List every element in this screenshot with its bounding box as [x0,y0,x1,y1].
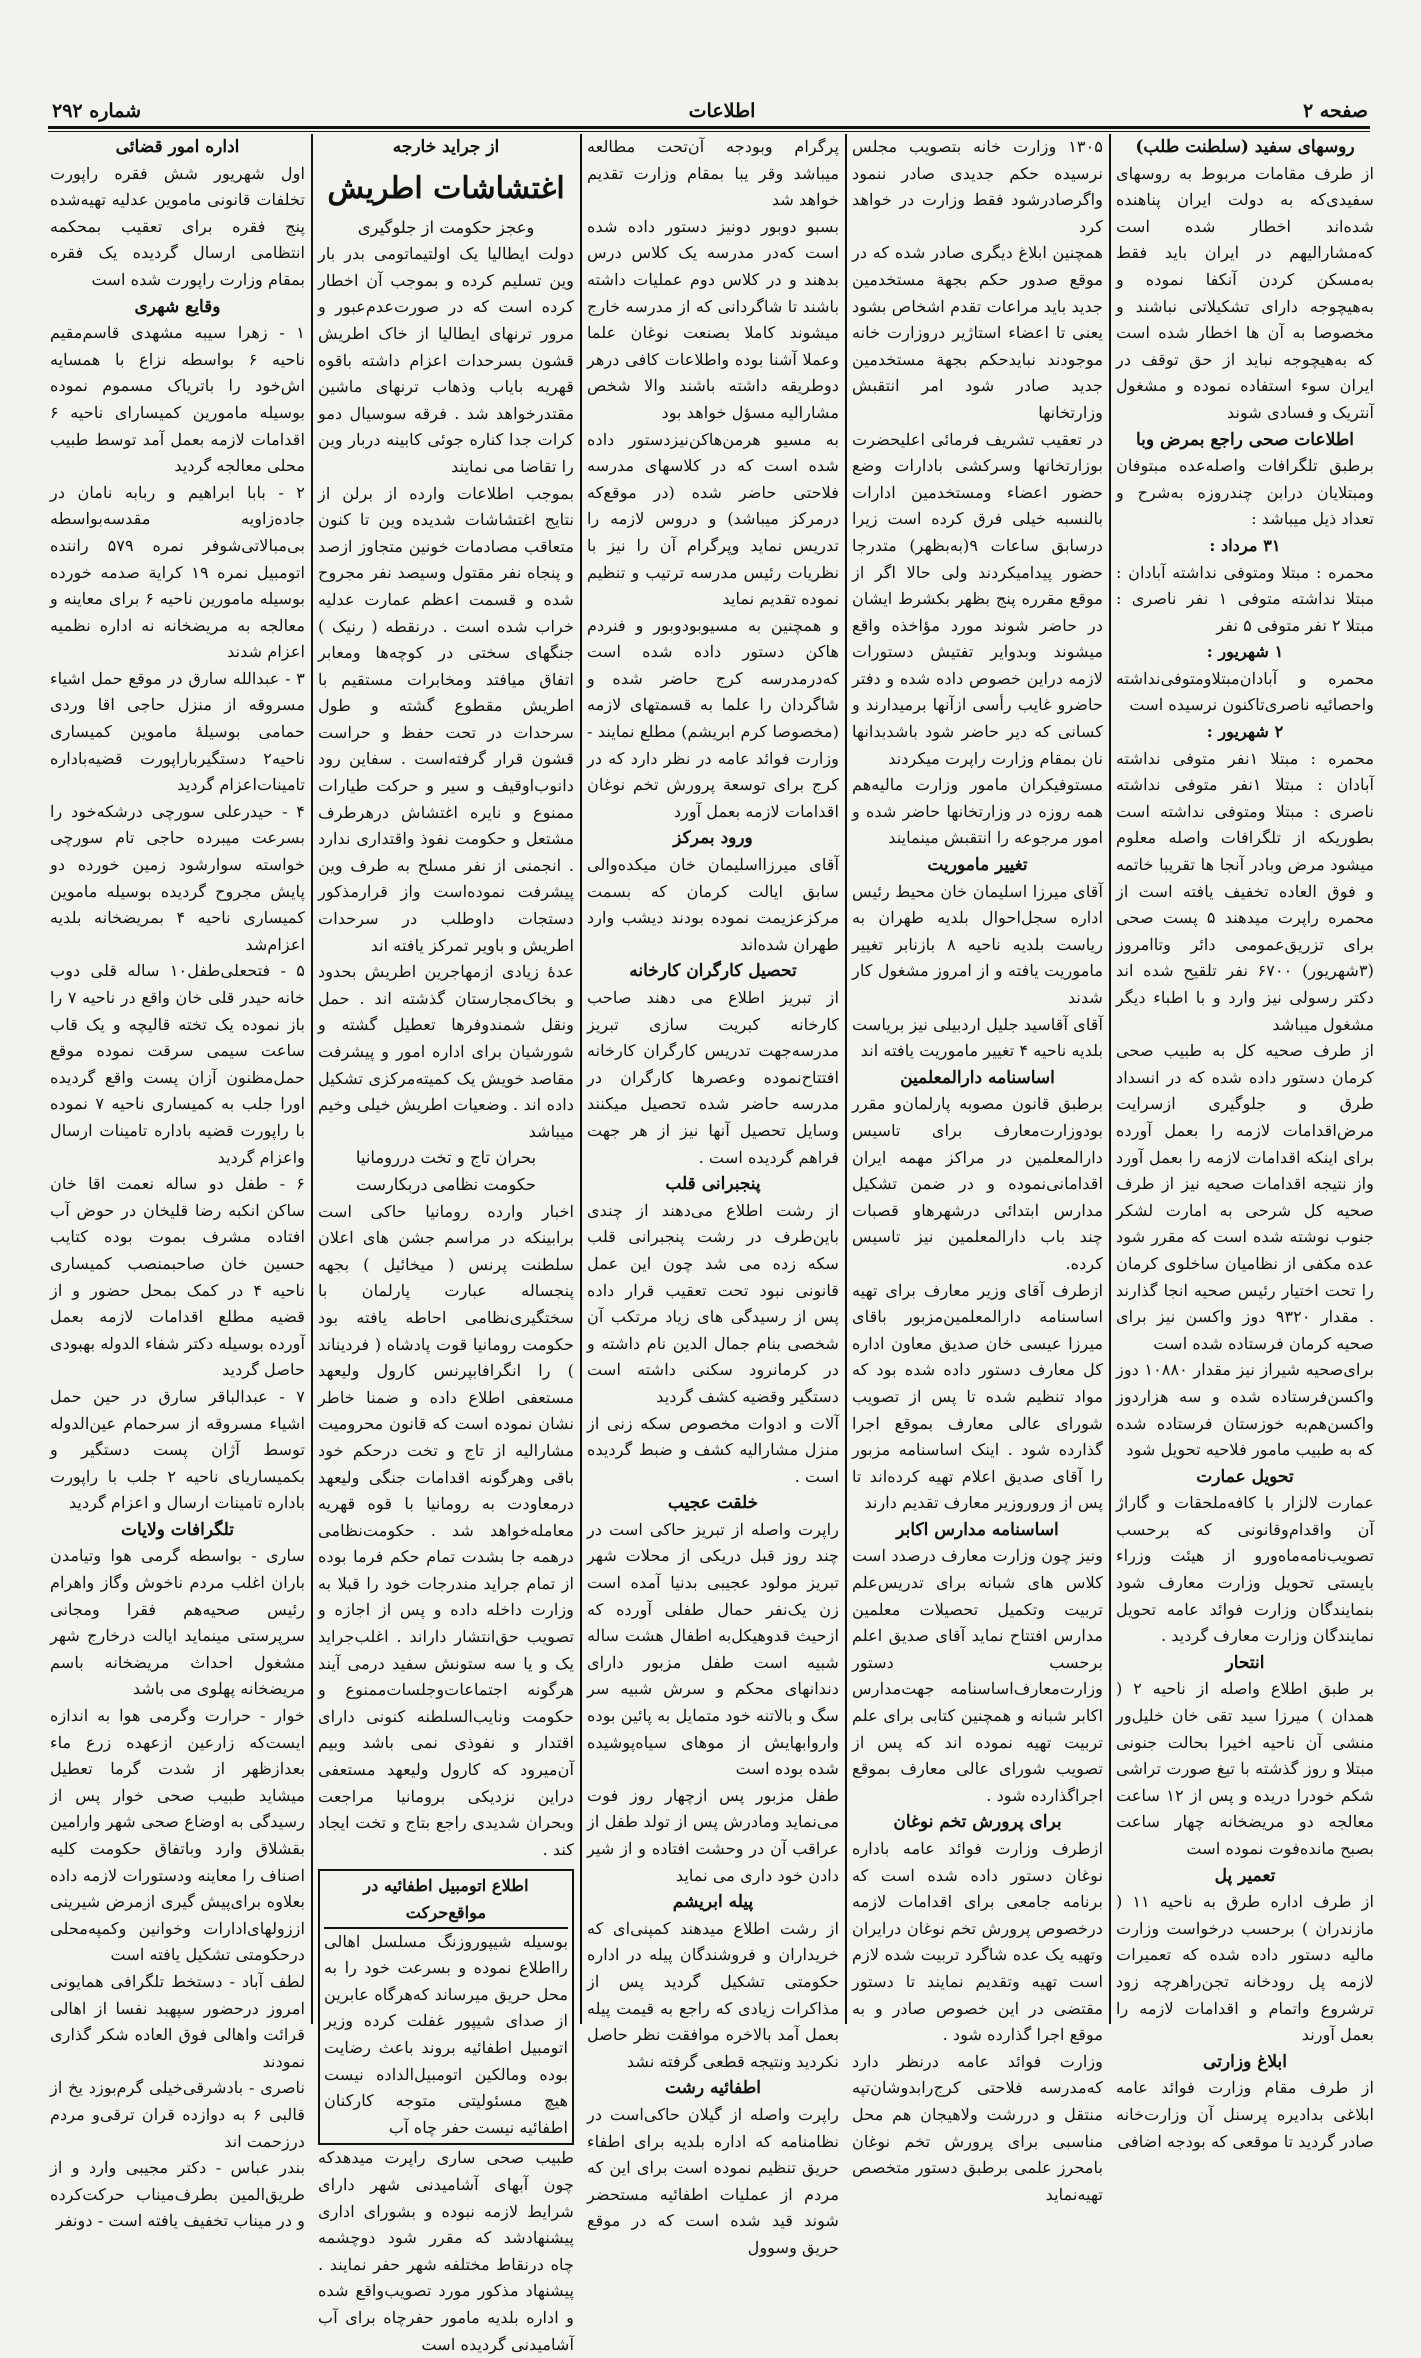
article-paragraph: و همچنین به مسیوبودوبور و فنردم هاکن دستور داده شده است که‌درمدرسه کرج حاضر شده و شاگردان را علما به قسمتهای لازمه (مخصوصا کرم ابریشم) مطلع نمایند - وزارت فوائد عامه در نظر دارد که در کرج برای توسعة پرورش تخم نوغان اقدامات لازمه بعمل آورد [587,615,839,821]
article-paragraph: راپرت واصله از گیلان حاکی‌است در نظامنامه که اداره بلدیه برای اطفاء حریق تنظیم نموده است برای این که مردم از عملیات اطفائیه مستحضر شوند قید شده است که در موقع حریق وسوول [587,2104,839,2257]
article-paragraph: بسبو دوبور دونیز دستور داده شده است که‌در مدرسه یک کلاس درس بدهند و در کلاس دوم عملیات داشته باشند تا شاگردانی که از مدرسه خارج میشوند کاملا بصنعت نوغان علما وعملا آشنا بوده واطلاعات کافی درهر دوطریقه داشته باشند والا شخص مشارالیه مسؤل خواهد بود [587,216,839,422]
article-paragraph: ۷ - عبدالباقر سارق در حین حمل اشیاء مسروقه از سرحمام عین‌الدوله توسط آژان پست دستگیر و بکمیساریای ناحیه ۲ جلب با راپورت باداره تامینات ارسال و اعزام گردید [50,1386,305,1513]
article-paragraph: عمارت لالزار با کافه‌ملحقات و گاراژ آن واقدام‌وقانونی که برحسب تصویب‌نامه‌ماه‌ورو از هیئت وزراء بایستی تحویل وزارت معارف شود بنمایندگان وزارت فوائد عامه تحویل نمایندگان وزارت معارف گردید . [1116,1493,1374,1646]
article-paragraph: آقای میرزااسلیمان خان میکده‌والی سابق ایالت کرمان که بسمت مرکزعزیمت نموده بودند دیشب وارد طهران شده‌اند [587,855,839,954]
article-paragraph: خوار - حرارت وگرمی هوا به اندازه ایست‌که زارعین ازعهده زرع ماء بعدازظهر از شدت گرما تعطیل میشاید طبیب صحی خوار پس از رسیدگی به اوضاع صحی شهر وارامین بقشلاق وارد وباتفاق حکومت کلیه اصناف را معاینه ودستورات لازمه داده بعلاوه برای‌پیش گیری ازمرض شیرینی اززولهای‌ادارات وخوانین وکمپه‌محلی درحکومتی تشکیل یافته است [50,1706,305,1965]
article-paragraph: محمره : مبتلا ۱نفر متوفی نداشته آبادان : مبتلا ۱نفر متوفی نداشته ناصری : مبتلا ومتوفی نداشته است بطوریکه از تلگرافات واصله معلوم میشود مرض وبادر آنجا ها تقریبا خاتمه و فوق العاده تخفیف یافته است از محمره راپرت میدهند ۵ پست صحی برای تزریق‌عمومی دائر وتاامروز (۳شهریور) ۶۷۰۰ نفر تلقیح شده اند دکتر رسولی نیز وارد و با اطباء دیگر مشغول میباشد [1116,748,1374,1034]
article-paragraph: راپرت واصله از تبریز حاکی است در چند روز قبل دریکی از محلات شهر تبریز مولود عجیبی بدنیا آمده است زن یک‌نفر حمال طفلی آورده که ازحیث قدوهیکل‌به اطفال هشت ساله شبیه است طفل مزبور دارای دندانهای محکم و سرش شبیه سر سگ و بالاتنه خود متمایل به پائین بوده واروابهایش از موهای سیاه‌پوشیده شده بوده است [587,1519,839,1779]
article-headline: تعمیر پل [1214,1865,1276,1886]
article-paragraph: وزارت فوائد عامه درنظر دارد که‌مدرسه فلاحتی کرج‌رابدوشان‌تپه منتقل و در‌رشت ولاهیجان هم محل مناسبی برای پرورش تخم نوغان بامحرز علمی برطبق دستور متخصص تهیه‌نماید [852,2051,1103,2204]
article-paragraph: آقای آقاسید جلیل اردبیلی نیز بریاست بلدیه ناحیه ۴ تغییر ماموریت یافته اند [852,1014,1103,1061]
article-paragraph: از رشت اطلاع میدهند کمپنی‌ای که خریداران و فروشندگان پیله در اداره حکومتی تشکیل گردید پس از مذاکرات زیادی که راجع به قیمت پیله بعمل آمد بالاخره موافقت نظر حاصل نکردید ونتیجه قطعی گرفته نشد [587,1918,839,2071]
article-paragraph: طفل مزبور پس ازچهار روز فوت می‌نماید ومادرش پس از تولد طفل از عراقب آن در وحشت افتاده و از شیر دادن خود داری می نماید [587,1785,839,1885]
page-number: صفحه ۲ [1302,100,1368,122]
article-headline: تلگرافات ولایات [121,1519,234,1540]
article-headline: اطلاعات صحی راجع بمرض وبا [1135,429,1355,450]
article-paragraph: لطف آباد - دستخط تلگرافی همایونی امروز درحضور سپهبد نفسا از اهالی قرائت واهالی فوق العاده شکر گذاری نمودند [50,1971,305,2071]
subheadline: حکومت نظامی دربکارست [356,1174,536,1194]
column-1 [1116,134,1374,2151]
article-paragraph: به مسیو هرمن‌هاکن‌نیزدستور داده شده است که در کلاسهای مدرسه فلاحتی حاضر شده (در موقع‌که درمرکز میباشد) و دروس لازمه را تدریس نماید وپرگرام آن را نیز با نظریات رئیس مدرسه ترتیب و تنظیم نموده تقدیم نماید [587,429,839,609]
article-headline: تغییر ماموریت [927,855,1028,876]
article-paragraph: برطبق تلگرافات واصله‌عده مبتوفان ومبتلایان درابن چندروزه به‌شرح و تعداد ذیل میباشد : [1116,456,1374,529]
article-headline: اطفائیه رشت [664,2078,762,2099]
article-paragraph: طبیب صحی ساری راپرت میدهدکه چون آبهای آشامیدنی شهر دارای شرایط لازمه نبوده و بشورای اداری پیشنهادشد که مقرر شود دوچشمه چاه درنقاط مختلفه شهر حفر نمایند . پیشنهاد مذکور مورد تصویب‌واقع‌ شده‌ و اداره بلدیه مامور حفرچاه برای آب آشامیدنی گردیده است [318,2148,574,2354]
column-2 [852,134,1104,2204]
article-paragraph: عدهٔ زیادی ازمهاجرین اطریش بحدود و بخاک‌مجارستان گذشته اند . حمل ونقل شمندوفرها تعطیل گشته و شورشیان برای اداره امور و پیشرفت مقاصد خویش یک کمیته‌مرکزی تشکیل داده اند . وضعیات اطریش خیلی وخیم میباشد [318,962,574,1141]
page-header [52,98,1368,124]
article-paragraph: ۲ - بابا ابراهیم و ربابه نامان در جاده‌زاویه مقدسه‌بواسطه بی‌مبالاتی‌شوفر نمره ۵۷۹ راننده اتومبیل نمره ۱۹ کرایة صدمه خورده بوسیله مامورین ناحیه ۶ برای معاینه و معالجه به مریضخانه نه اداره نظمیه اعزام شدند [50,482,305,662]
article-headline: خلقت عجیب [667,1493,759,1514]
article-paragraph: ازطرف وزارت فوائد عامه باداره نوغان دستور داده شده است که برنامه جامعی برای اقدامات لازمه درخصوص پرورش تخم نوغان درایران وتهیه یک عده شاگرد تربیت شده لازم است تهیه وتقدیم نمایند تا دستور مقتضی در این خصوص صادر و به موقع اجرا گذارده شود . [852,1839,1103,2045]
boxed-notice-title: اطلاع اتومبیل اطفائیه در مواقع‌حرکت [324,1873,568,1928]
article-paragraph: ناصری - بادشرقی‌خیلی گرم‌بوزد یخ از قالبی ۶ به دوازده قران ترقی‌و مردم درزحمت اند [50,2078,305,2151]
newspaper-name: اطلاعات [688,100,756,122]
article-headline: ورود بمرکز [673,828,753,849]
article-headline: تحصیل کارگران کارخانه [629,961,797,982]
article-paragraph: آلات و ادوات مخصوص سکه زنی از منزل مشارالیه کشف و ضبط گردیده است . [587,1413,839,1486]
article-paragraph: از رشت اطلاع می‌دهند از چندی باین‌طرف در رشت پنجبرانی قلب سکه زده می شد چون این عمل قانونی نبود تحت تعقیب قرار داده پس از رسیدگی های زیاد مرتکب آن شخصی بنام جمال الدین نام داشته و در کرمانرود سکنی داشته است دستگیر وقضیه کشف گردید [587,1200,839,1406]
article-headline: تحویل عمارت [1196,1466,1294,1487]
date-line: ۱ شهریور : [1206,642,1284,662]
article-paragraph: ونیز چون وزارت معارف درصدد است کلاس های شبانه برای تدریس‌علم تربیت وتکمیل تحصیلات معلمین مدارس افتتاح نماید آقای صدیق اعلم برحسب دستور وزارت‌معارف‌اساسنامه جهت‌مدارس اکابر شبانه و همچنین کتابی برای علم تربیت تهیه نموده اند که پس از تصویب شورای عالی معارف بموقع اجراگذارده شود . [852,1546,1103,1805]
article-headline: وقایع شهری [134,296,221,317]
article-headline: پیله ابریشم [672,1892,754,1913]
article-headline: اساسنامه دارالمعلمین [900,1067,1055,1088]
header-rule [48,126,1370,129]
article-paragraph: از طرف مقام وزارت فوائد عامه ابلاغی بدادیره پرسنل آن وزارت‌خانه صادر گردید تا موقعی که بودجه اضافی [1116,2078,1374,2151]
article-paragraph: ۱ - زهرا سیبه مشهدی قاسم‌مقیم ناحیه ۶ بواسطه نزاع با همسایه اش‌خود را باتریاک مسموم نموده بوسیله مامورین کمیسارای ناحیه ۶ اقدامات لازمه بعمل آمد توسط طبیب محلی معالجه گردید [50,323,305,476]
article-paragraph: بر طبق اطلاع واصله از ناحیه ۲ ( همدان ) میرزا سید تقی خان خلیل‌ور منشی آن ناحیه اخیرا بحالت جنونی مبتلا و روز گذشته با تیغ صورت تراشی شکم خودرا دریده و پس از ۱۲ ساعت معالجه دو مریضخانه چهار ساعت بصبح مانده‌فوت نموده است [1116,1679,1374,1858]
subheadline: بحران تاج و تخت دررومانیا [355,1148,537,1168]
article-paragraph: آقای میرزا اسلیمان خان محیط رئیس اداره سجل‌احوال بلدیه طهران به ریاست بلدیه ناحیه ۸ بازنابر تغییر ماموریت یافته و از امروز مشغول کار شدند [852,881,1104,1007]
boxed-notice [318,1869,574,2145]
article-paragraph: بندر عباس - دکتر مجیبی وارد و از طریق‌المین بطرف‌میناب حرکت‌کرده و در میناب تخفیف یافته است - دونفر [50,2158,305,2231]
boxed-notice-text: بوسیله شیپوروزنگ مسلسل اهالی رااطلاع نموده و بسرعت خود را به محل حریق میرساند که‌هرگاه عابرین از صدای شیپور غفلت کرده وزیر اتومبیل اطفائیه بروند باعث رضایت بوده ومالکین اتومبیل‌الداده نیست هیچ مسئولیتی متوجه کارکنان اطفائیه نیست حفر چاه آب [324,1931,568,2137]
article-paragraph: از طرف اداره طرق به ناحیه ۱۱ ( مازندران ) برحسب درخواست وزارت مالیه دستور داده شده که تعمیرات لازمه پل رودخانه تجن‌راهرچه زود ترشروع واتمام و اقدامات لازمه را بعمل آورند [1116,1892,1374,2045]
article-headline: اساسنامه مدارس اکابر [896,1519,1059,1540]
article-headline: پنجبرانی قلب [665,1174,761,1195]
article-paragraph: برطبق قانون مصوبه پارلمان‌و مقرر بودوزارت‌معارف برای تاسیس دارالمعلمین در مراکز مهمه ایران اقدامانی‌نموده و در ضمن تشکیل مدارس ابتدائی درشهرهاو قصبات چند باب دارالمعلمین نیز تاسیس کرده. [852,1094,1103,1273]
article-paragraph: مستوفیکران مامور وزارت مالیه‌هم همه روزه در وزارتخانها حاضر شده و امور مرجوعه را انتقبش مینمایند [852,775,1103,848]
issue-number: شماره ۲۹۲ [52,100,142,122]
article-paragraph: اول شهریور شش فقره راپورت تخلفات قانونی ماموین عدلیه تهیه‌شده پنج فقره برای تعقیب بمحکمه انتظامی ارسال گردیده یک فقره بمقام وزارت راپورت شده است [50,163,305,289]
article-paragraph: ۵ - فتحعلی‌طفل۱۰ ساله قلی دوب خانه حیدر قلی خان واقع در ناحیه ۷ را باز نموده یک تخته قالیچه و یک قاب ساعت سیمی سرقت نموده موقع حمل‌مظنون آزان پست واقع گردیده اورا جلب به کمیساری ناحیه ۷ نموده با راپورت قضیه باداره تامینات ارسال واعزام گردید [50,961,306,1167]
article-paragraph: دولت ایطالیا یک اولتیماتومی بدر بار وین تسلیم کرده و بموجب آن اخطار کرده است که در صورت‌عدم‌عبور و مرور ترنهای ایطالیا از خاک اطریش قشون بسرحدات اعزام داشته باقوه قهریه بایاب وذهاب ترنهای ماشین مقتدرخواهد شد . فرقه سوسیال دمو کرات جدا کناره جوئی کابینه دربار وین را تقاضا می نمایند [318,244,574,476]
article-paragraph: ساری - بواسطه گرمی هوا وتیامدن باران اغلب مردم ناخوش وگاز واهرام رئیس صحیه‌هم فقرا ومجانی سرپرستی مینماید ایالت درخارج شهر مشغول احداث مریضخانه باسم مریضخانه پهلوی می باشد [50,1546,305,1699]
article-paragraph: اخبار وارده رومانیا حاکی است برابینکه در مراسم جشن های اعلان سلطنت پرنس ( میخائیل ) بجهه پنجساله عبارت پارلمان با سختگیری‌نظامی احاطه یافته بود حکومت رومانیا قوت پادشاه ( فردیناند ) را انگرافا‌بپرنس کارول ولیعهد مستعفی اطلاع داده و ضمنا خاطر نشان نموده است که قانون محرومیت مشارالیه از تاج و تخت درحکم خود باقی وهرگونه اقدامات جنگی ولیعهد درمعاودت به رومانیا با قوه قهریه معامله‌خواهد شد . حکومت‌نظامی درهمه جا بشدت تمام حکم فرما بوده از تمام جراید مندرجات خود را قبلا به وزارت داخله داده و پس از اجازه و تصویب حق‌انتشار داراند . اغلب‌جراید یک و یا سه ستونش سفید درمی آیند هرگونه اجتماعات‌وجلسات‌ممنوع و حکومت ونایب‌السلطنه کنونی دارای اقتدار و نفوذی نمی باشد وبیم آن‌میرود که کارول ولیعهد مستعفی دراین نزدیکی برومانیا مراجعت وبحران شدیدی راجع بتاج و تخت ایجاد کند . [318,1201,574,1859]
article-paragraph: ازطرف آقای وزیر معارف برای تهیه اساسنامه دارالمعلمین‌مزبور باقای میرزا عیسی خان صدیق معاون اداره کل معارف دستور داده شده بود که مواد تنظیم شده تا پس از تصویب شورای عالی معارف بموقع اجرا گذارده شود . اینک اساسنامه مزبور را آقای صدیق اعلام تهیه کرده‌اند تا پس از وروروزیر معارف تقدیم دارند [852,1280,1103,1513]
date-line: ۳۱ مرداد : [1209,535,1281,555]
column-3 [587,134,839,2257]
article-paragraph: ۱۳۰۵ وزارت خانه بتصویب مجلس نرسیده حکم جدیدی صادر ننمود واگرصادرشود فقط وزارت در خواهد کرد [852,137,1103,236]
article-headline: برای پرورش تخم نوغان [893,1812,1062,1833]
article-headline: اداره امور قضائی [115,137,240,157]
article-paragraph: از طرف صحیه کل به طبیب صحی کرمان دستور داده شده که در انسداد طرق و جلوگیری ازسرایت مرض‌اقدامات لازمه را بعمل آورده برای اینکه اقدامات لازمه را بعمل آورد واز نتیجه اقدامات صحیه نیز از طرف صحیه کل شرحی به امارت لشکر جنوب نوشته شده است که مقرر شود عده مکفی از نظامیان ساخلوی کرمان را تحت اختیار رئیس صحیه انجا گذارند . مقدار ۹۳۲۰ دوز واکسن نیز برای صحیه کرمان فرستاده شده است [1116,1041,1374,1353]
article-paragraph: از طرف مقامات مربوط به روسهای سفیدی‌که به دولت ایران پناهنده شده‌اند اخطار شده است که‌مشارالیهم در ایران باید فقط به‌مسکن کردن آنکفا نموده و به‌هیچوجه دارای تشکیلاتی نباشند و مخصوصا به آن ها اخطار شده است که به‌هیچوجه نباید از حق توقف در ایران سوء استفاده نموده و مشغول آنتریک و فسادی شوند [1116,163,1374,422]
column-5 [50,134,306,2231]
subheadline: وعجز حکومت از جلوگیری [357,217,535,237]
article-paragraph: ۳ - عبدالله سارق در موقع حمل اشیاء مسروقه از منزل حاجی اقا وردی حمامی بوسیلهٔ ماموین کمیساری ناحیه۲ دستگیرباراپورت قضیه‌باداره تامینات‌اعزام گردید [50,668,305,795]
article-paragraph: ۴ - حیدرعلی سورچی درشکه‌خود را بسرعت میبرده حاجی تام سورچی خواسته سوارشود زمین خورده دو پایش مجروح گردیده بوسیله ماموین کمیساری ناحیه ۴ بمریضخانه بلدیه اعزام‌شد [50,801,305,954]
article-paragraph: پرگرام وبودجه آن‌تحت مطالعه میباشد وقر یبا بمقام وزارت تقدیم خواهد شد [587,137,839,210]
section-heading: از جراید خارجه [392,137,500,157]
article-paragraph: همچنین ابلاغ دیگری صادر شده که در موقع صدور حکم بجهة مستخدمین جدید باید مراعات تقدم اشخاص بشود یعنی تا اعضاء استاژیر دروزارت خانه موجودند نبایدحکم بجهة مستخدمین جدید صادر شود امر انتقبش وزارتخانها [852,243,1103,422]
article-paragraph: محمره : مبتلا ومتوفی نداشته آبادان : مبتلا نداشته متوفی ۱ نفر ناصری : مبتلا ۲ نفر متوفی ۵ نفر [1116,562,1374,635]
column-4 [318,134,574,2354]
article-headline: روسهای سفید (سلطنت طلب) [1135,137,1355,157]
columns [0,134,1421,2354]
article-headline: ابلاغ وزارتی [1203,2051,1287,2072]
header-rule-thin [48,131,1370,132]
date-line: ۲ شهریور : [1206,722,1284,742]
article-paragraph: برای‌صحیه شیراز نیز مقدار ۱۰۸۸۰ دوز واکسن‌فرستاده شده و سه هزاردوز واکسن‌هم‌به خوزستان فرستاده شده که به طبیب مامور فلاحیه تحویل شود [1116,1360,1374,1460]
article-paragraph: محمره و آبادان‌مبتلاومتوفی‌نداشته واحصائیه ناصری‌تاکنون نرسیده است [1116,668,1374,715]
article-paragraph: ۶ - طفل دو ساله نعمت اقا خان ساکن انکبه رضا قلیخان در حوض آب افتاده مشرف بموت بوده کتایب حسین خان صاحبمنصب کمیساری ناحیه ۴ در کمک بمحل حضور و از قضیه مطلع اقدامات لازمه بعمل آورده بوسیله دکتر شفاء الدوله بهبودی حاصل گردید [50,1174,305,1380]
article-paragraph: در تعقیب تشریف فرمائی اعلیحضرت بوزارتخانها وسرکشی بادارات وضع حضور اعضاء ومستخدمین ادارات بالنسبه خیلی فرق کرده است زیرا درسابق ساعات ۹(به‌بظهر) متدرجا حضور پیدامیکردند ولی حالا اگر از موقع مقرره پنج بظهر بکشرط ایشان در حاضر شوند مورد مؤاخذه واقع میشوند وبدوایر تفتیش دستورات لازمه دراین خصوص داده شده و دفتر حاضرو غایب رأسی ازآنها برمیدارند و کسانی که دیر حاضر شود باشدبدانها نان بمقام وزارت راپرت میکردند [852,429,1103,768]
article-paragraph: بموجب اطلاعات وارده از برلن از نتایج اغتشاشات شدیده وین تا کنون متعاقب مصادمات خونین متجاوز ازصد و پنجاه نفر مقتول وسیصد نفر مجروح شده و قسمت اعظم عمارت عدلیه خراب شده است . درنقطه ( رنیک ) جنگهای سختی در کوچه‌ها ومعابر اتفاق میافتد ومخابرات مستقیم با اطریش مقطوع گشته و طول سرحدات در تحت حفظ و حراست قشون قرار گرفته‌است . سفاین رود دانوب‌اوقیف و سیر و حرکت طیارات ممنوع و نایره اغتشاش درهرطرف مشتعل و حکومت نفوذ واقتداری ندارد . انجمنی از نفر مسلح به طرف وین پیشرفت نموده‌است واز قرارمذکور دستجات داوطلب در سرحدات اطریش و باویر تمرکز یافته اند [318,483,574,955]
article-paragraph: از تبریز اطلاع می دهند صاحب کارخانه کبریت سازی تبریز مدرسه‌جهت تدریس کارگران کارخانه افتتاح‌نموده وعصرها کارگران در مدرسه حاضر شده تحصیل میکنند وسایل تحصیل آنها نیز از هر جهت فراهم گردیده است . [587,988,839,1167]
article-headline: انتحار [1225,1652,1265,1673]
main-headline: اغتشاشات اطریش [327,170,565,206]
